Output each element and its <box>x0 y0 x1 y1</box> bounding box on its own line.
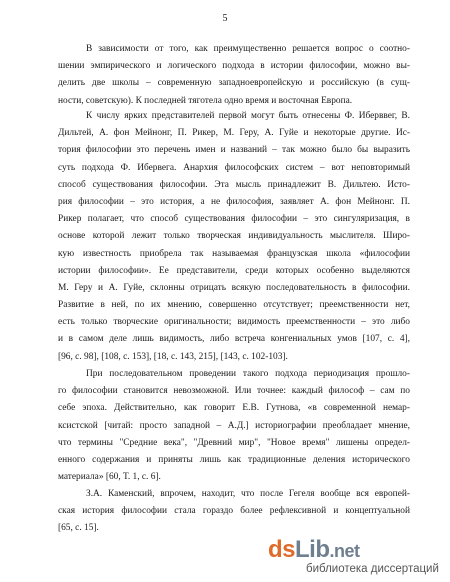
paragraph-line: способ существования философии. Эта мысль принадлежит В. Дильтею. Исто- <box>58 179 410 190</box>
paragraph-line: что термины "Средние века", "Древний мир", "Новое время" лишены определ- <box>58 437 410 448</box>
paragraph-line: шении эмпирического и логического подхода в истории философии, можно вы- <box>58 61 410 72</box>
paragraph-line: го философии становится невозможной. Или точнее: каждый философ – сам по <box>58 386 410 397</box>
paragraph-line: М. Геру и А. Гуйе, склонны отрицать всякую последовательность в философии. <box>58 282 410 293</box>
paragraph-line: З.А. Каменский, впрочем, находит, что после Гегеля вообще вся европей- <box>86 489 410 499</box>
page-number: 5 <box>222 13 228 24</box>
paragraph-line: ности, советскую). К последней тяготела одно время и восточная Европа. <box>58 95 353 106</box>
paragraph-line: енного содержания и приняты лишь как традиционные деления исторического <box>58 454 410 465</box>
paragraph-3 <box>58 366 410 486</box>
paragraph-line: В зависимости от того, как преимущественно решается вопрос о соотно- <box>86 44 410 54</box>
paragraph-line: ская история философии стала гораздо более рефлексивной и концептуальной <box>58 506 410 517</box>
paragraph-4 <box>58 486 410 538</box>
paragraph-line: кую известность приобрела так называемая французская школа «философии <box>58 248 410 259</box>
paragraph-line: есть только творческие оригинальности; видимость преемственности – это либо <box>58 317 410 328</box>
paragraph-line: истории философии». Ее представители, среди которых особенно выделяются <box>58 265 410 276</box>
paragraph-line: основе которой лежит только творческая индивидуальность мыслителя. Широ- <box>58 231 410 242</box>
paragraph-line: [65, с. 15]. <box>58 523 99 534</box>
paragraph-line: [96, с. 98], [108, с. 153], [18, с. 143, 215], [143, с. 102-103]. <box>58 351 288 362</box>
paragraph-2 <box>58 108 410 366</box>
logo-ds-text: ds <box>268 536 296 563</box>
paragraph-line: себе эпоха. Действительно, как говорит Е.В. Гутнова, «в современной немар- <box>58 403 410 414</box>
paragraph-line: суть подхода Ф. Ибервега. Анархия философских систем – вот неповторимый <box>58 162 410 173</box>
paragraph-1 <box>58 41 410 110</box>
dslib-logo <box>268 536 360 564</box>
logo-net-text: .net <box>329 541 360 561</box>
paragraph-line: и в самом деле лишь видимость, либо встреча конгениальных умов [107, с. 4], <box>58 334 410 345</box>
logo-lib-text: Lib <box>295 536 330 563</box>
dslib-watermark <box>268 536 444 578</box>
paragraph-line: делить две школы – современную западноевропейскую и российскую (в сущ- <box>58 78 410 89</box>
paragraph-line: Дильтей, А. фон Мейнонг, П. Рикер, М. Геру, А. Гуйе и некоторые другие. Ис- <box>58 128 410 139</box>
paragraph-line: ксистской [читай: просто западной – А.Д.] историографии преобладает мнение, <box>58 420 410 431</box>
paragraph-line: К числу ярких представителей первой могут быть отнесены Ф. Иберввег, В. <box>86 111 410 121</box>
watermark-caption: библиотека диссертаций <box>306 563 439 575</box>
paragraph-line: При последовательном проведении такого подхода периодизация прошло- <box>86 369 410 379</box>
paragraph-line: рия философии – это история, а не философия, заявляет А. фон Мейнонг. П. <box>58 196 410 207</box>
paragraph-line: тория философии это перечень имен и названий – так можно было бы выразить <box>58 145 410 156</box>
paragraph-line: материала» [60, Т. 1, с. 6]. <box>58 472 161 483</box>
paragraph-line: Рикер полагает, что способ существования философии – это сингуляризация, в <box>58 214 410 225</box>
paragraph-line: Развитие в ней, по их мнению, совершенно отсутствует; преемственности нет, <box>58 300 410 311</box>
